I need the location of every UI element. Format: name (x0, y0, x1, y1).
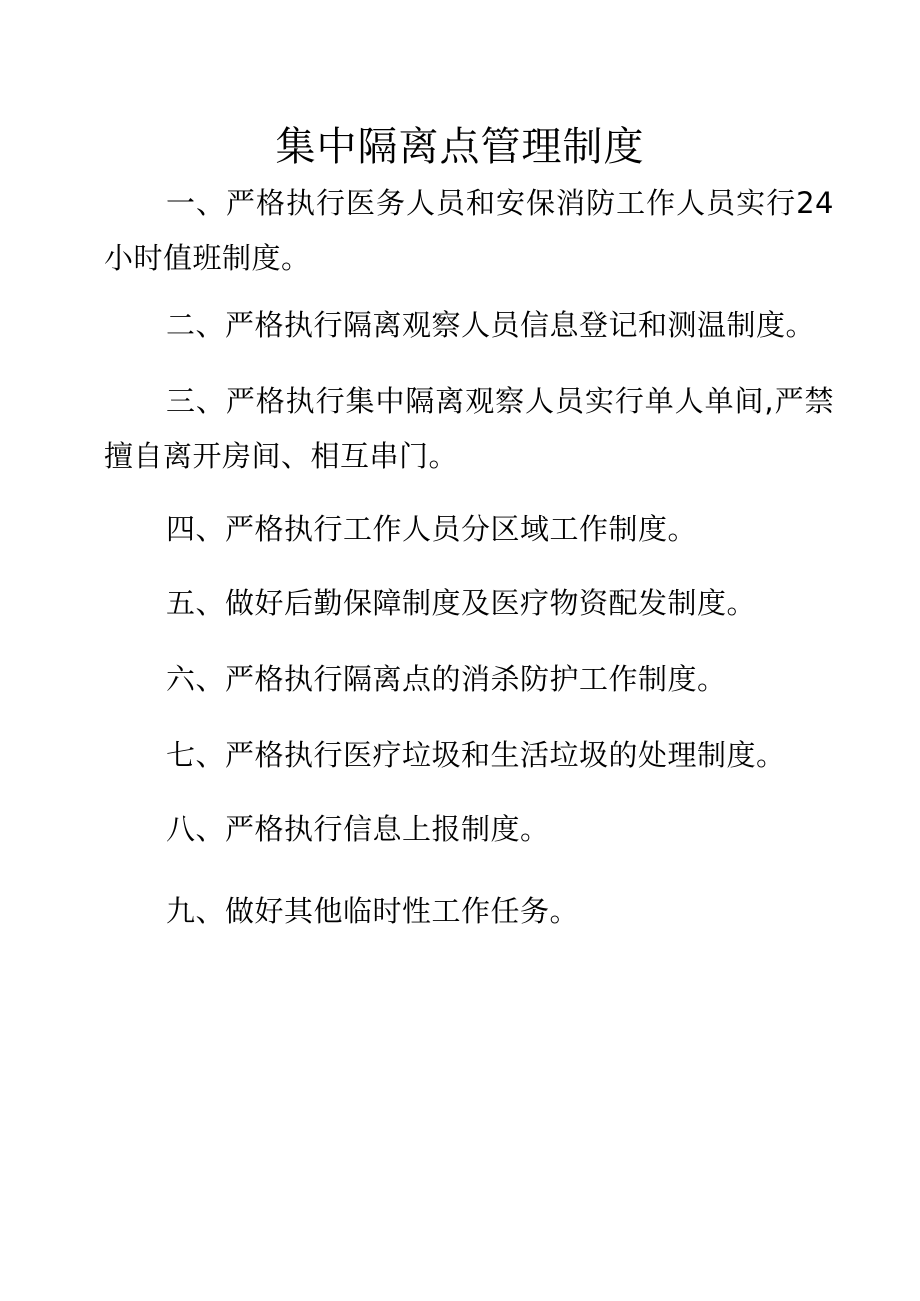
rule-item-9: 九、做好其他临时性工作任务。 (166, 894, 580, 928)
rule-item-8: 八、严格执行信息上报制度。 (166, 812, 550, 846)
rule-item-3: 三、严格执行集中隔离观察人员实行单人单间,严禁擅自离开房间、相互串门。 (104, 384, 834, 473)
rule-item-5: 五、做好后勤保障制度及医疗物资配发制度。 (166, 586, 757, 620)
document-title: 集中隔离点管理制度 (275, 123, 645, 170)
rule-item-4: 四、严格执行工作人员分区域工作制度。 (166, 512, 698, 546)
rule-item-1: 一、严格执行医务人员和安保消防工作人员实行24 小时值班制度。 (104, 186, 834, 275)
rule-item-2: 二、严格执行隔离观察人员信息登记和测温制度。 (166, 308, 816, 342)
rule-item-7: 七、严格执行医疗垃圾和生活垃圾的处理制度。 (166, 738, 786, 772)
rule-item-6: 六、严格执行隔离点的消杀防护工作制度。 (166, 662, 727, 696)
